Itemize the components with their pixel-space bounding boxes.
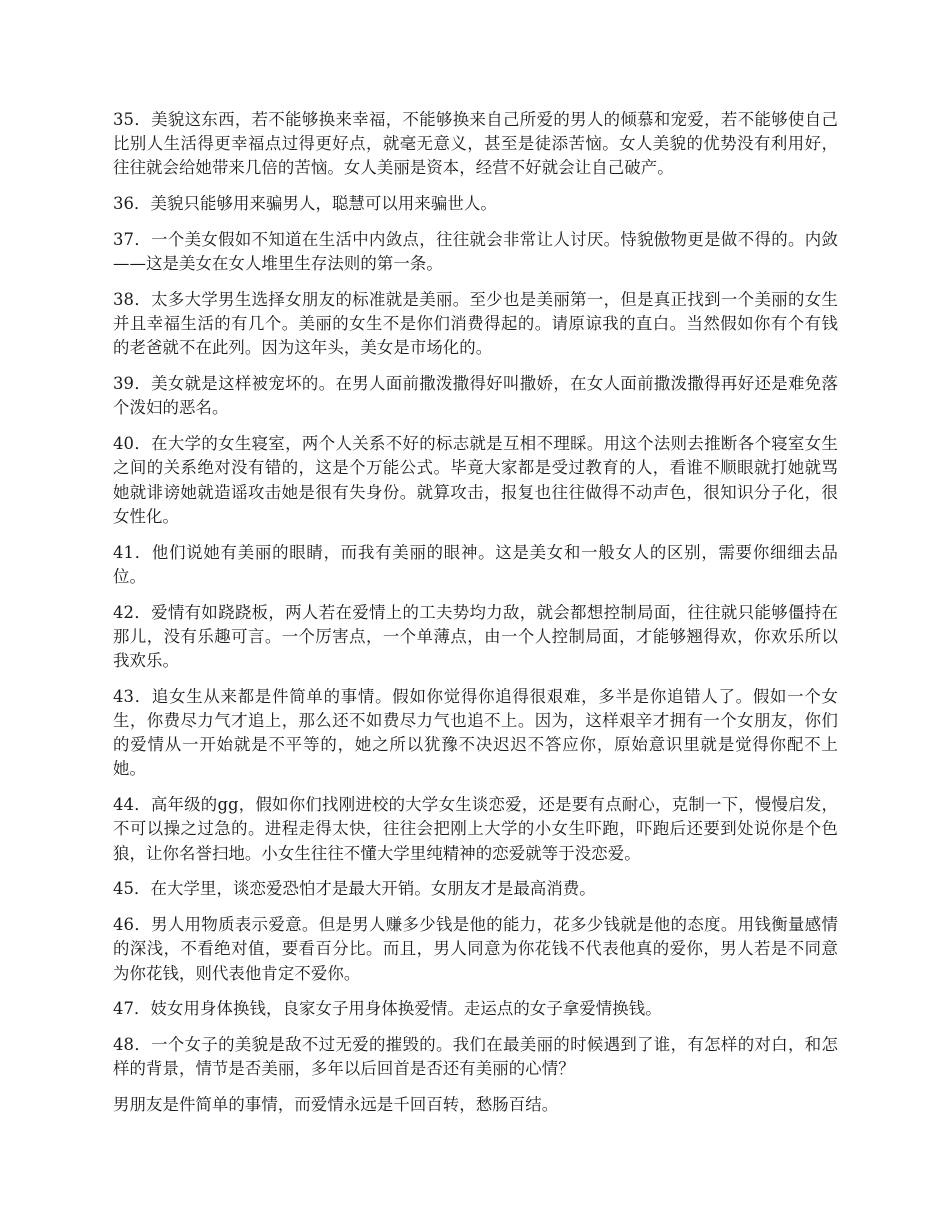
paragraph-40: 40．在大学的女生寝室，两个人关系不好的标志就是互相不理睬。用这个法则去推断各个寝室女生之间的关系绝对没有错的，这是个万能公式。毕竟大家都是受过教育的人，看谁不顺眼就打她就骂她就诽谤她就造谣攻击她是很有失身份。就算攻击，报复也往往做得不动声色，很知识分子化，很女性化。: [113, 434, 838, 526]
paragraph-44: 44．高年级的gg，假如你们找刚进校的大学女生谈恋爱，还是要有点耐心，克制一下，慢慢启发，不可以操之过急的。进程走得太快，往往会把刚上大学的小女生吓跑，吓跑后还要到处说你是个色狼，让你名誉扫地。小女生往往不懂大学里纯精神的恋爱就等于没恋爱。: [113, 795, 838, 863]
paragraph-37: 37．一个美女假如不知道在生活中内敛点，往往就会非常让人讨厌。恃貌傲物更是做不得的。内敛——这是美女在女人堆里生存法则的第一条。: [113, 230, 838, 274]
paragraph-45: 45．在大学里，谈恋爱恐怕才是最大开销。女朋友才是最高消费。: [113, 879, 596, 899]
paragraph-39: 39．美女就是这样被宠坏的。在男人面前撒泼撒得好叫撒娇，在女人面前撒泼撒得再好还是难免落个泼妇的恶名。: [113, 374, 838, 418]
document-body: [113, 108, 838, 1129]
paragraph-35: 35．美貌这东西，若不能够换来幸福，不能够换来自己所爱的男人的倾慕和宠爱，若不能够使自己比别人生活得更幸福点过得更好点，就毫无意义，甚至是徒添苦恼。女人美貌的优势没有利用好，往往就会给她带来几倍的苦恼。女人美丽是资本，经营不好就会让自己破产。: [113, 110, 838, 178]
paragraph-41: 41．他们说她有美丽的眼睛，而我有美丽的眼神。这是美女和一般女人的区别，需要你细细去品位。: [113, 542, 838, 586]
paragraph-42: 42．爱情有如跷跷板，两人若在爱情上的工夫势均力敌，就会都想控制局面，往往就只能够僵持在那儿，没有乐趣可言。一个厉害点，一个单薄点，由一个人控制局面，才能够翘得欢，你欢乐所以我欢乐。: [113, 602, 838, 671]
closing-paragraph: 男朋友是件简单的事情，而爱情永远是千回百转，愁肠百结。: [113, 1095, 559, 1115]
paragraph-47: 47．妓女用身体换钱，良家女子用身体换爱情。走运点的女子拿爱情换钱。: [113, 999, 662, 1019]
paragraph-36: 36．美貌只能够用来骗男人，聪慧可以用来骗世人。: [113, 194, 497, 214]
paragraph-43: 43．追女生从来都是件简单的事情。假如你觉得你追得很艰难，多半是你追错人了。假如一个女生，你费尽力气才追上，那么还不如费尽力气也追不上。因为，这样艰辛才拥有一个女朋友，你们的爱情从一开始就是不平等的，她之所以犹豫不决迟迟不答应你，原始意识里就是觉得你配不上她。: [113, 686, 838, 779]
paragraph-38: 38．太多大学男生选择女朋友的标准就是美丽。至少也是美丽第一，但是真正找到一个美丽的女生并且幸福生活的有几个。美丽的女生不是你们消费得起的。请原谅我的直白。当然假如你有个有钱的老爸就不在此列。因为这年头，美女是市场化的。: [113, 290, 838, 358]
paragraph-46: 46．男人用物质表示爱意。但是男人赚多少钱是他的能力，花多少钱就是他的态度。用钱衡量感情的深浅，不看绝对值，要看百分比。而且，男人同意为你花钱不代表他真的爱你，男人若是不同意为你花钱，则代表他肯定不爱你。: [113, 915, 838, 983]
paragraph-48: 48．一个女子的美貌是敌不过无爱的摧毁的。我们在最美丽的时候遇到了谁，有怎样的对白，和怎样的背景，情节是否美丽，多年以后回首是否还有美丽的心情？: [113, 1035, 838, 1079]
